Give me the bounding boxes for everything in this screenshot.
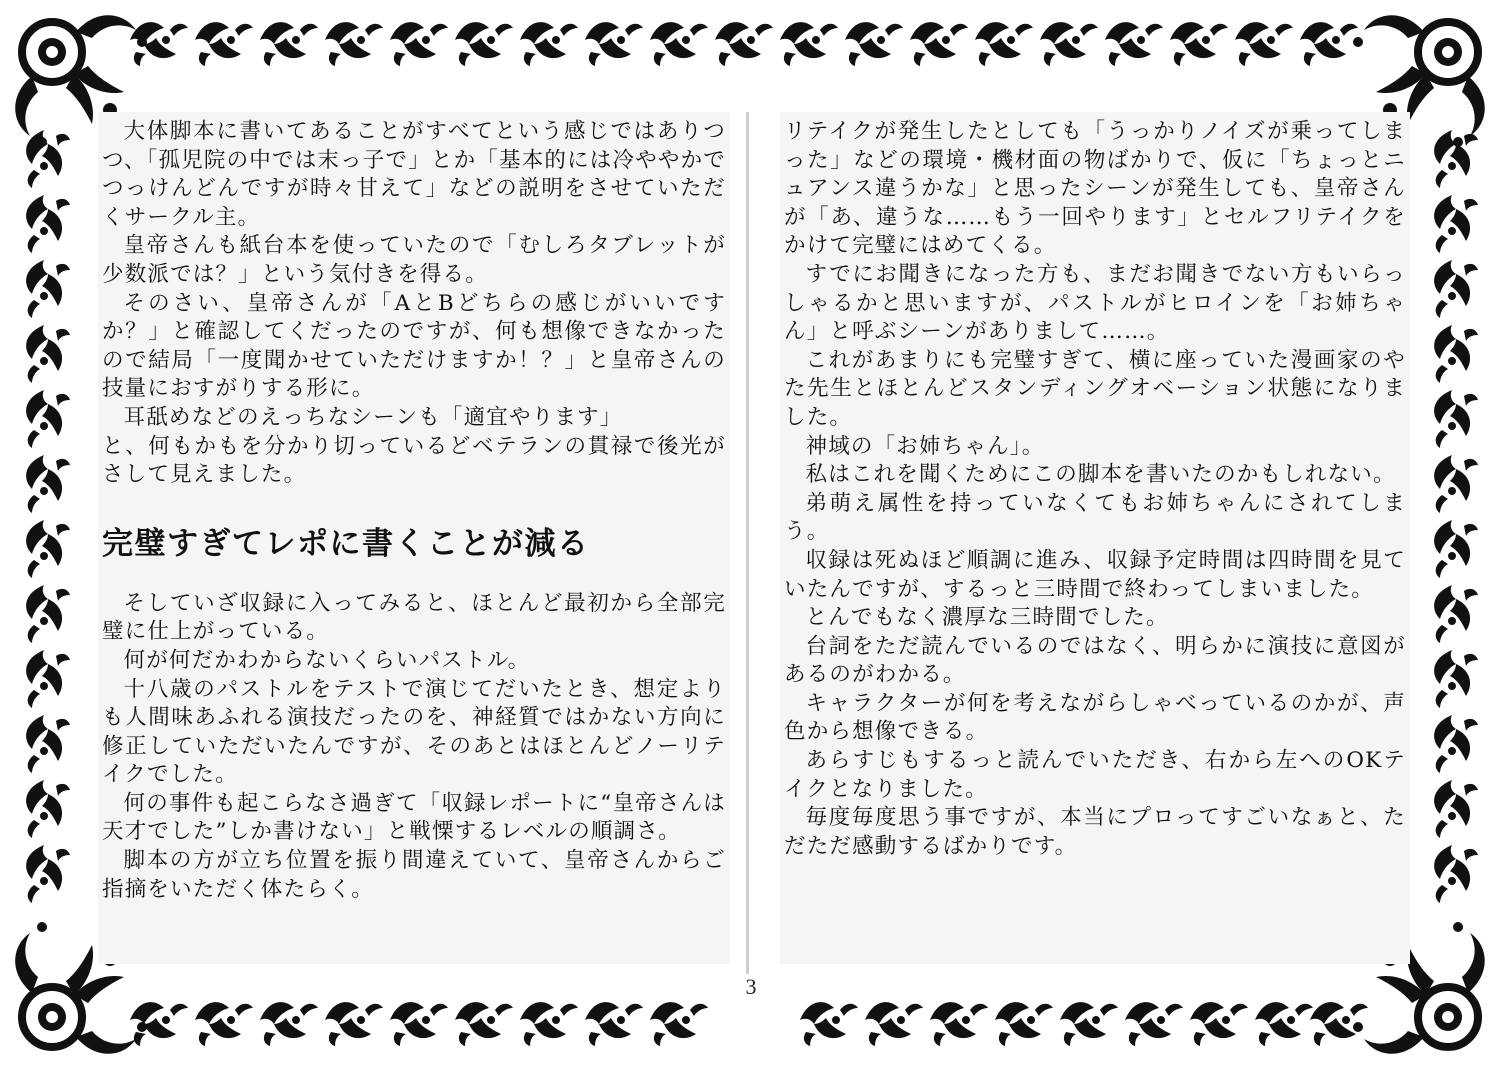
body-paragraph: 神域の「お姉ちゃん」。 bbox=[805, 433, 1045, 459]
body-paragraph: と、何もかもを分かり切っているどベテランの貫禄で後光がさして見えました。 bbox=[102, 433, 726, 488]
section-heading: 完璧すぎてレポに書くことが減る bbox=[102, 525, 590, 562]
body-paragraph: キャラクターが何を考えながらしゃべっているのかが、声色から想像できる。 bbox=[784, 690, 1406, 745]
body-paragraph: 何の事件も起こらなさ過ぎて「収録レポートに“皇帝さんは天才でした”しか書けない」と戦慄するレベルの順調さ。 bbox=[102, 790, 726, 845]
body-paragraph: 毎度毎度思う事ですが、本当にプロってすごいなぁと、ただただ感動するばかりです。 bbox=[784, 805, 1406, 859]
body-paragraph: すでにお聞きになった方も、まだお聞きでない方もいらっしゃるかと思いますが、パストルがヒロインを「お姉ちゃん」と呼ぶシーンがありまして……。 bbox=[784, 261, 1406, 345]
body-paragraph: 収録は死ぬほど順調に進み、収録予定時間は四時間を見ていたんですが、するっと三時間で終わってしまいました。 bbox=[784, 547, 1406, 602]
body-paragraph: 弟萌え属性を持っていなくてもお姉ちゃんにされてしまう。 bbox=[784, 490, 1406, 545]
body-paragraph: 十八歳のパストルをテストで演じてだいたとき、想定よりも人間味あふれる演技だったのを、神経質ではかない方向に修正していただいたんですが、そのあとはほとんどノーリテイクでした。 bbox=[102, 676, 726, 788]
body-paragraph: そしていざ収録に入ってみると、ほとんど最初から全部完璧に仕上がっている。 bbox=[102, 590, 726, 645]
body-paragraph: 何が何だかわからないくらいパストル。 bbox=[123, 647, 531, 673]
body-paragraph: リテイクが発生したとしても「うっかりノイズが乗ってしまった」などの環境・機材面の物ばかりで、仮に「ちょっとニュアンス違うかな」と思ったシーンが発生しても、皇帝さんが「あ、違うな……もう一回やります」とセルフリテイクをかけて完璧にはめてくる。 bbox=[784, 119, 1406, 259]
body-paragraph: 私はこれを聞くためにこの脚本を書いたのかもしれない。 bbox=[805, 462, 1396, 488]
body-paragraph: 耳舐めなどのえっちなシーンも「適宜やります」 bbox=[123, 404, 623, 430]
body-paragraph: 皇帝さんも紙台本を使っていたので「むしろタブレットが少数派では？」という気付きを得る。 bbox=[102, 233, 726, 287]
body-paragraph: そのさい、皇帝さんが「AとBどちらの感じがいいですか？」と確認してくだったのですが、何も想像できなかったので結局「一度聞かせていただけますか！？」と皇帝さんの技量におすがりする形に。 bbox=[102, 290, 726, 402]
body-paragraph: 脚本の方が立ち位置を振り間違えていて、皇帝さんからご指摘をいただく体たらく。 bbox=[102, 848, 726, 902]
body-paragraph: これがあまりにも完璧すぎて、横に座っていた漫画家のやた先生とほとんどスタンディングオベーション状態になりました。 bbox=[784, 347, 1406, 430]
left-text-column bbox=[98, 112, 730, 964]
body-paragraph: 台詞をただ読んでいるのではなく、明らかに演技に意図があるのがわかる。 bbox=[784, 633, 1406, 688]
page-number: 3 bbox=[745, 974, 757, 999]
body-paragraph: とんでもなく濃厚な三時間でした。 bbox=[805, 605, 1169, 631]
right-vine-border bbox=[1434, 130, 1478, 903]
page-divider bbox=[746, 112, 749, 974]
left-vine-border bbox=[26, 130, 70, 903]
bottom-vine-border bbox=[130, 1002, 1368, 1046]
right-text-column bbox=[780, 112, 1410, 964]
top-vine-border bbox=[130, 22, 1358, 66]
body-paragraph: 大体脚本に書いてあることがすべてという感じではありつつ、「孤児院の中では末っ子で」とか「基本的には冷ややかでつっけんどんですが時々甘えて」などの説明をさせていただくサークル主。 bbox=[102, 119, 726, 230]
body-paragraph: あらすじもするっと読んでいただき、右から左へのOKテイクとなりました。 bbox=[784, 748, 1406, 802]
